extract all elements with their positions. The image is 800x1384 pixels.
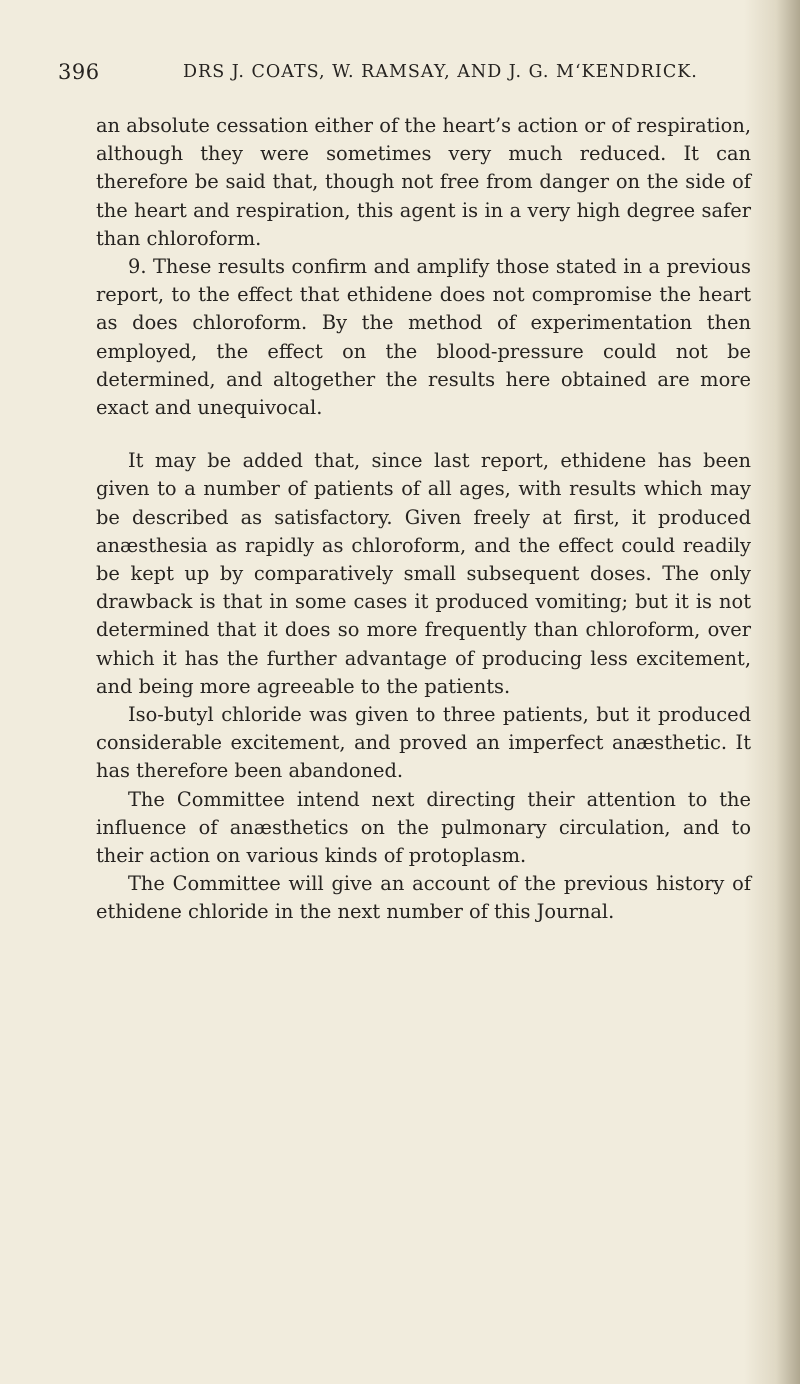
body-text (96, 112, 751, 927)
page-number: 396 (58, 60, 100, 84)
paragraph: an absolute cessation either of the heart’s action or of respiration, although they were sometimes very much reduced. It can therefore be said that, though not free from danger on the side of the heart and respiration, this agent is in a very high degree safer than chloroform. (96, 114, 751, 250)
paragraph: It may be added that, since last report, ethidene has been given to a number of patients of all ages, with results which may be described as satisfactory. Given freely at first, it produced anæsthesia as rapidly as chloroform, and the effect could readily be kept up by comparatively small subsequent doses. The only drawback is that in some cases it produced vomiting; but it is not determined that it does so more frequently than chloroform, over which it has the further advantage of producing less excitement, and being more agreeable to the patients. (96, 449, 751, 698)
paragraph: The Committee intend next directing their attention to the influence of anæsthetics on the pulmonary circulation, and to their action on various kinds of protoplasm. (96, 787, 751, 868)
running-title: DRS J. COATS, W. RAMSAY, AND J. G. M‘KENDRICK. (183, 62, 698, 82)
paragraph: 9. These results confirm and amplify those stated in a previous report, to the effect that ethidene does not compromise the heart as does chloroform. By the method of experimentation then employed, the effect on the blood-pressure could not be determined, and altogether the results here obtained are more exact and unequivocal. (96, 255, 751, 420)
paragraph-gap (96, 422, 751, 447)
paragraph: Iso-butyl chloride was given to three patients, but it produced considerable excitement, and proved an imperfect anæsthetic. It has therefore been abandoned. (96, 703, 751, 783)
paragraph: The Committee will give an account of the previous history of ethidene chloride in the next number of this Journal. (96, 872, 751, 924)
running-head (58, 60, 698, 88)
